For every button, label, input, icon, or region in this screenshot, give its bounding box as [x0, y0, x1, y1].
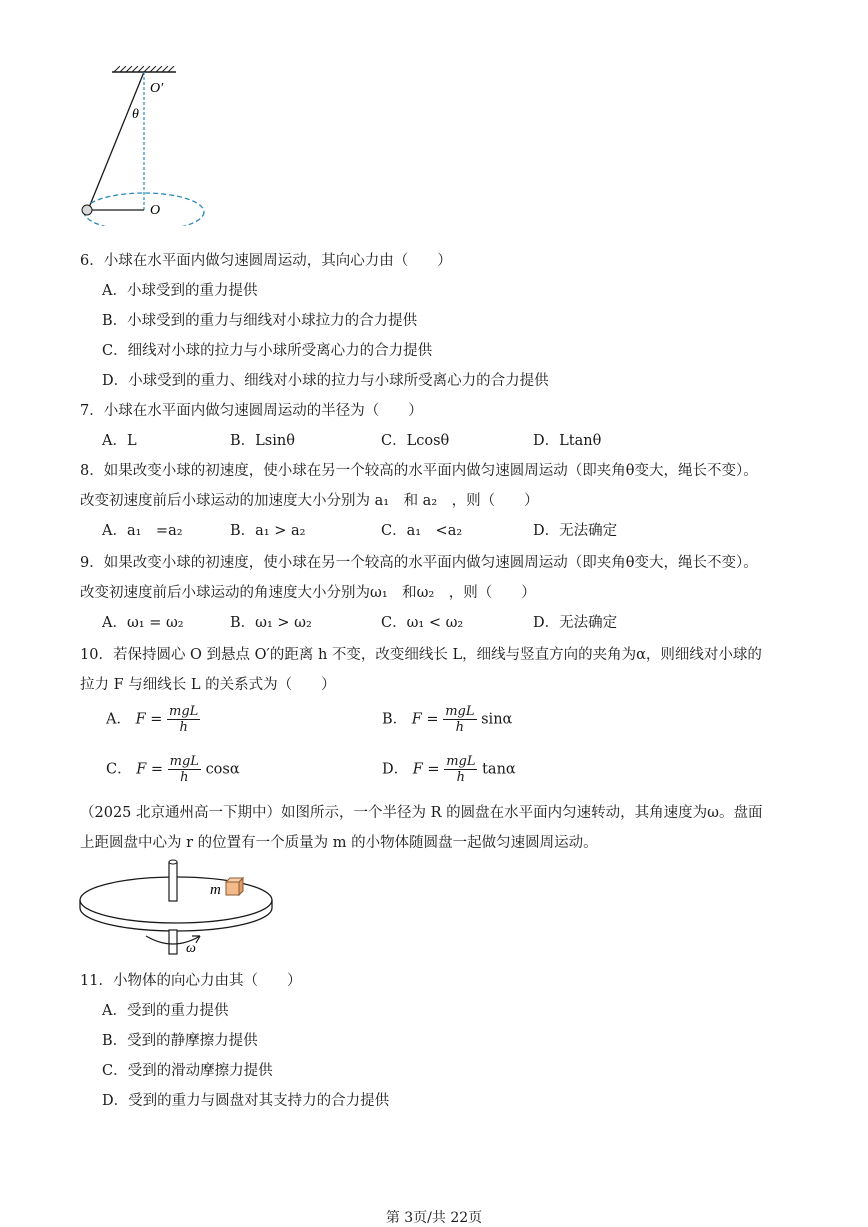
q7-stem: 7．小球在水平面内做匀速圆周运动的半径为（ ） [80, 403, 423, 419]
q10-option-c: C． F = $\frac{\text{mgL}}{h}$ cosα [106, 754, 240, 785]
conical-pendulum-figure [74, 66, 214, 226]
label-o: O [150, 203, 161, 218]
passage-line1: （2025 北京通州高一下期中）如图所示，一个半径为 R 的圆盘在水平面内匀速转动，其角速度为ω。盘面 [80, 805, 763, 821]
q6-option-a: A．小球受到的重力提供 [102, 283, 258, 299]
q10-c-fraction: $\frac{\text{mgL}}{h}$ [169, 754, 199, 785]
passage-line2: 上距圆盘中心为 r 的位置有一个质量为 m 的小物体随圆盘一起做匀速圆周运动。 [80, 835, 598, 851]
q10-b-fraction: $\frac{\text{mgL}}{h}$ [445, 704, 475, 735]
q9-option-d: D．无法确定 [533, 615, 618, 631]
q10-stem-line2: 拉力 F 与细线长 L 的关系式为（ ） [80, 677, 336, 693]
q10-stem-line1: 10．若保持圆心 O 到悬点 O′的距离 h 不变，改变细线长 L，细线与竖直方向的夹角为α，则细线对小球的 [80, 647, 762, 663]
label-theta: θ [132, 107, 139, 122]
q11-option-b: B．受到的静摩擦力提供 [102, 1033, 258, 1049]
label-m: m [210, 882, 221, 898]
label-o-prime: O′ [150, 81, 164, 96]
q10-a-fraction: $\frac{\text{mgL}}{h}$ [169, 704, 199, 735]
q6-stem: 6．小球在水平面内做匀速圆周运动，其向心力由（ ） [80, 253, 452, 269]
q7-option-d: D．Ltanθ [533, 433, 602, 449]
q8-option-a: A．a₁ =a₂ [102, 523, 183, 539]
q6-option-c: C．细线对小球的拉力与小球所受离心力的合力提供 [102, 343, 433, 359]
q8-option-d: D．无法确定 [533, 523, 618, 539]
q8-option-b: B．a₁ > a₂ [230, 523, 306, 539]
q8-stem-line2: 改变初速度前后小球运动的加速度大小分别为 a₁ 和 a₂ ，则（ ） [80, 493, 539, 509]
q7-option-a: A．L [102, 433, 137, 449]
q7-option-c: C．Lcosθ [381, 433, 450, 449]
q7-option-b: B．Lsinθ [230, 433, 295, 449]
q9-option-c: C．ω₁ < ω₂ [381, 615, 464, 631]
q9-option-a: A．ω₁ = ω₂ [102, 615, 184, 631]
rotating-disc-figure [78, 856, 274, 960]
q11-option-d: D．受到的重力与圆盘对其支持力的合力提供 [102, 1093, 390, 1109]
q6-option-b: B．小球受到的重力与细线对小球拉力的合力提供 [102, 313, 418, 329]
q10-option-a: A． F = $\frac{\text{mgL}}{h}$ [106, 704, 199, 735]
q6-option-d: D．小球受到的重力、细线对小球的拉力与小球所受离心力的合力提供 [102, 373, 549, 389]
q11-option-a: A．受到的重力提供 [102, 1003, 229, 1019]
q9-option-b: B．ω₁ > ω₂ [230, 615, 312, 631]
q9-stem-line1: 9．如果改变小球的初速度，使小球在另一个较高的水平面内做匀速圆周运动（即夹角θ变大，绳长不变）。 [80, 555, 758, 571]
q11-stem: 11．小物体的向心力由其（ ） [80, 973, 302, 989]
label-omega: ω [186, 941, 196, 956]
q10-d-fraction: $\frac{\text{mgL}}{h}$ [446, 754, 476, 785]
q8-option-c: C．a₁ <a₂ [381, 523, 463, 539]
q8-stem-line1: 8．如果改变小球的初速度，使小球在另一个较高的水平面内做匀速圆周运动（即夹角θ变大，绳长不变）。 [80, 463, 758, 479]
q11-option-c: C．受到的滑动摩擦力提供 [102, 1063, 273, 1079]
q10-option-d: D． F = $\frac{\text{mgL}}{h}$ tanα [382, 754, 516, 785]
page-footer: 第 3页/共 22页 [385, 1210, 483, 1226]
q10-option-b: B． F = $\frac{\text{mgL}}{h}$ sinα [382, 704, 513, 735]
q9-stem-line2: 改变初速度前后小球运动的角速度大小分别为ω₁ 和ω₂ ，则（ ） [80, 585, 536, 601]
